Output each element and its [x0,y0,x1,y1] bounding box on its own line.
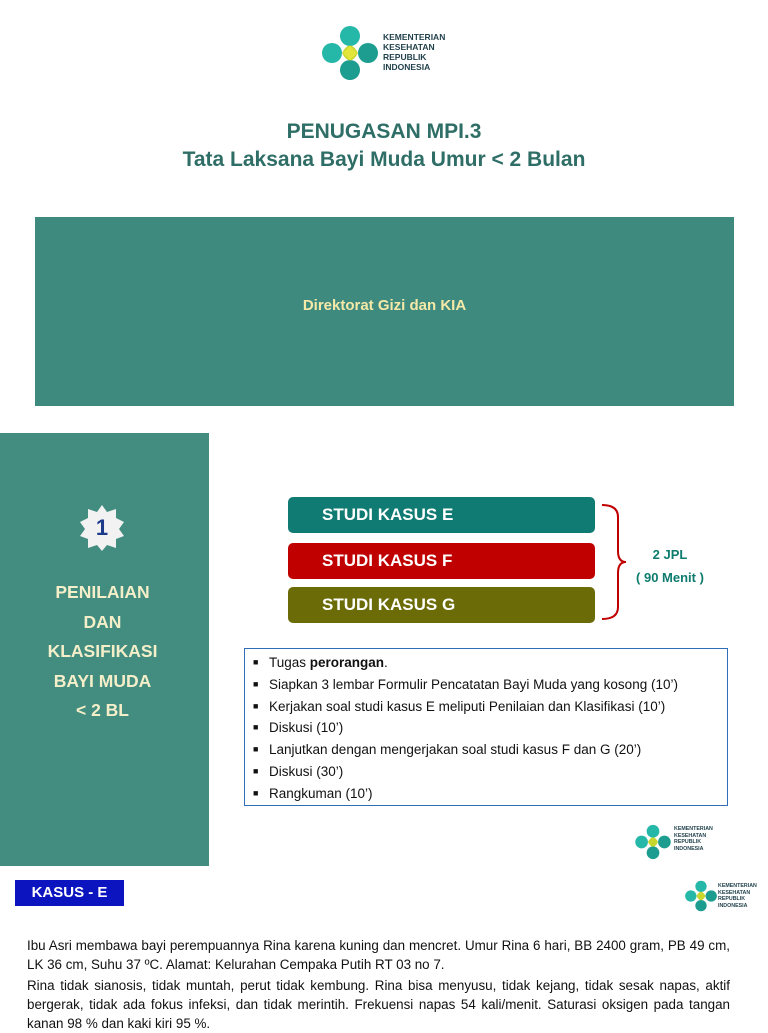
case-paragraph-1: Ibu Asri membawa bayi perempuannya Rina karena kuning dan mencret. Umur Rina 6 hari, BB 2400 gram, PB 49 cm, LK 36 cm, Suhu 37 ºC. Alamat: Kelurahan Cempaka Putih RT 03 no 7. [27,938,730,972]
list-item: ■ Siapkan 3 lembar Formulir Pencatatan Bayi Muda yang kosong (10’) [253,676,678,692]
panel-heading: PENILAIAN DAN KLASIFIKASI BAYI MUDA < 2 BL [47,582,158,720]
kemenkes-logo-mark [684,879,718,913]
list-item: ■ Tugas perorangan. [253,655,388,670]
kemenkes-logo-small [634,822,724,862]
case-f-button[interactable]: STUDI KASUS F [288,543,595,579]
kemenkes-logo-mark [320,24,380,82]
task-list-box [244,648,728,806]
case-label: KASUS - E [15,880,124,906]
slide-subtitle: Tata Laksana Bayi Muda Umur < 2 Bulan [182,148,586,171]
kemenkes-logo-small [684,879,768,919]
list-item: ■ Rangkuman (10’) [253,785,373,801]
slide-title: PENUGASAN MPI.3 [286,120,482,143]
badge-number: 1 [95,515,109,540]
case-paragraph-2: Rina tidak sianosis, tidak muntah, perut tidak kembung. Rina bisa menyusu, tidak kejang, tidak sesak napas, aktif bergerak, tidak ada fokus infeksi, dan tidak merintih. Frekuensi napas 54 kali/menit. Saturasi oksigen pada tangan kanan 98 % dan kaki kiri 95 %. [27,978,730,1031]
list-item: ■ Diskusi (30’) [253,763,344,779]
logo-text: KEMENTERIAN KESEHATAN REPUBLIK INDONESIA [718,883,757,909]
kemenkes-logo-mark [634,822,672,862]
kemenkes-logo [320,24,460,82]
list-item: ■ Lanjutkan dengan mengerjakan soal studi kasus F dan G (20’) [253,742,642,758]
banner-text: Direktorat Gizi dan KIA [302,297,467,314]
list-item: ■ Kerjakan soal studi kasus E meliputi Penilaian dan Klasifikasi (10’) [253,698,666,714]
title-banner [35,217,734,406]
case-g-button[interactable]: STUDI KASUS G [288,587,595,623]
case-e-button[interactable]: STUDI KASUS E [288,497,595,533]
logo-text: KEMENTERIAN KESEHATAN REPUBLIK INDONESIA [674,826,713,852]
list-item: ■ Diskusi (10’) [253,720,344,736]
duration-label: 2 JPL ( 90 Menit ) [636,547,704,585]
bracket-icon [600,503,630,621]
logo-text: KEMENTERIAN KESEHATAN REPUBLIK INDONESIA [383,32,446,72]
